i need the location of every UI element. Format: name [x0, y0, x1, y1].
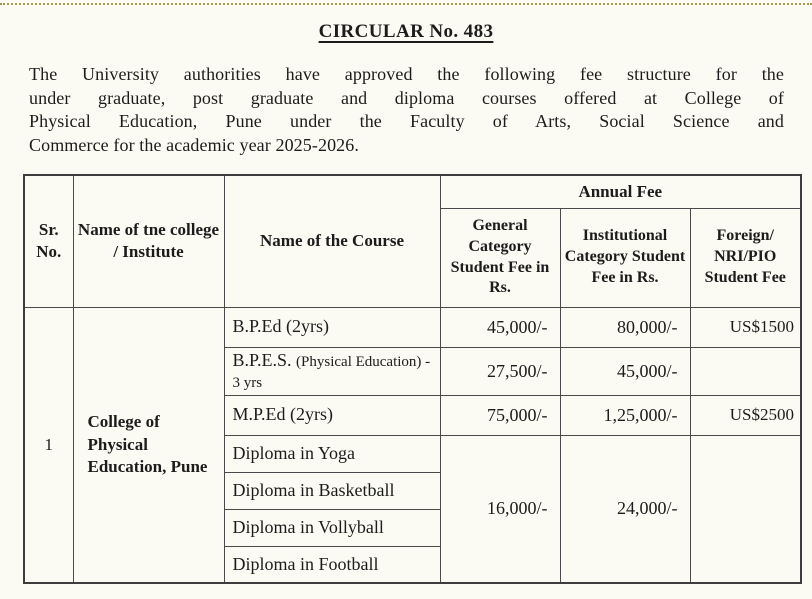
- institutional-fee-cell: 1,25,000/-: [560, 395, 690, 435]
- table-row-bped: [24, 307, 801, 347]
- foreign-fee-cell-diploma: [690, 435, 801, 583]
- intro-line: Physical Education, Pune under the Faculty of Arts, Social Science and: [29, 111, 784, 131]
- col-header-sr-no: Sr. No.: [24, 175, 73, 307]
- foreign-fee-cell: [690, 347, 801, 395]
- col-header-institutional-fee: Institutional Category Student Fee in Rs.: [560, 208, 690, 307]
- institutional-fee-cell: 80,000/-: [560, 307, 690, 347]
- foreign-fee-cell: US$1500: [690, 307, 801, 347]
- course-name-detail: (Physical Education) - 3 yrs: [232, 353, 431, 392]
- intro-line: under graduate, post graduate and diploma courses offered at College of: [29, 87, 784, 108]
- general-fee-cell: 45,000/-: [440, 307, 560, 347]
- col-header-foreign-fee: Foreign/ NRI/PIO Student Fee: [690, 208, 801, 307]
- col-header-annual-fee: Annual Fee: [440, 175, 801, 208]
- foreign-fee-cell: US$2500: [690, 395, 801, 435]
- institutional-fee-cell: 45,000/-: [560, 347, 690, 395]
- intro-paragraph: [29, 63, 784, 157]
- intro-line: Commerce for the academic year 2025-2026.: [29, 134, 359, 155]
- course-cell: [224, 347, 440, 395]
- course-cell: B.P.Ed (2yrs): [224, 307, 440, 347]
- top-dotted-divider: [0, 3, 812, 5]
- circular-title: CIRCULAR No. 483: [318, 21, 494, 42]
- col-header-general-fee: General Category Student Fee in Rs.: [440, 208, 560, 307]
- col-header-course: Name of the Course: [224, 175, 440, 307]
- sr-no-cell: 1: [24, 307, 73, 583]
- general-fee-cell: 75,000/-: [440, 395, 560, 435]
- course-cell: M.P.Ed (2yrs): [224, 395, 440, 435]
- general-fee-cell: 27,500/-: [440, 347, 560, 395]
- institutional-fee-cell-diploma: 24,000/-: [560, 435, 690, 583]
- college-name-cell: College of Physical Education, Pune: [73, 307, 224, 583]
- course-cell: Diploma in Basketball: [224, 472, 440, 509]
- general-fee-cell-diploma: 16,000/-: [440, 435, 560, 583]
- course-name: B.P.E.S.: [232, 349, 292, 370]
- fee-table: [23, 174, 802, 584]
- header-row-annual-fee: [24, 175, 801, 208]
- col-header-college: Name of tne college / Institute: [73, 175, 224, 307]
- course-cell: Diploma in Football: [224, 546, 440, 583]
- intro-line: The University authorities have approved the following fee structure for the: [29, 64, 784, 84]
- course-cell: Diploma in Yoga: [224, 435, 440, 472]
- course-cell: Diploma in Vollyball: [224, 509, 440, 546]
